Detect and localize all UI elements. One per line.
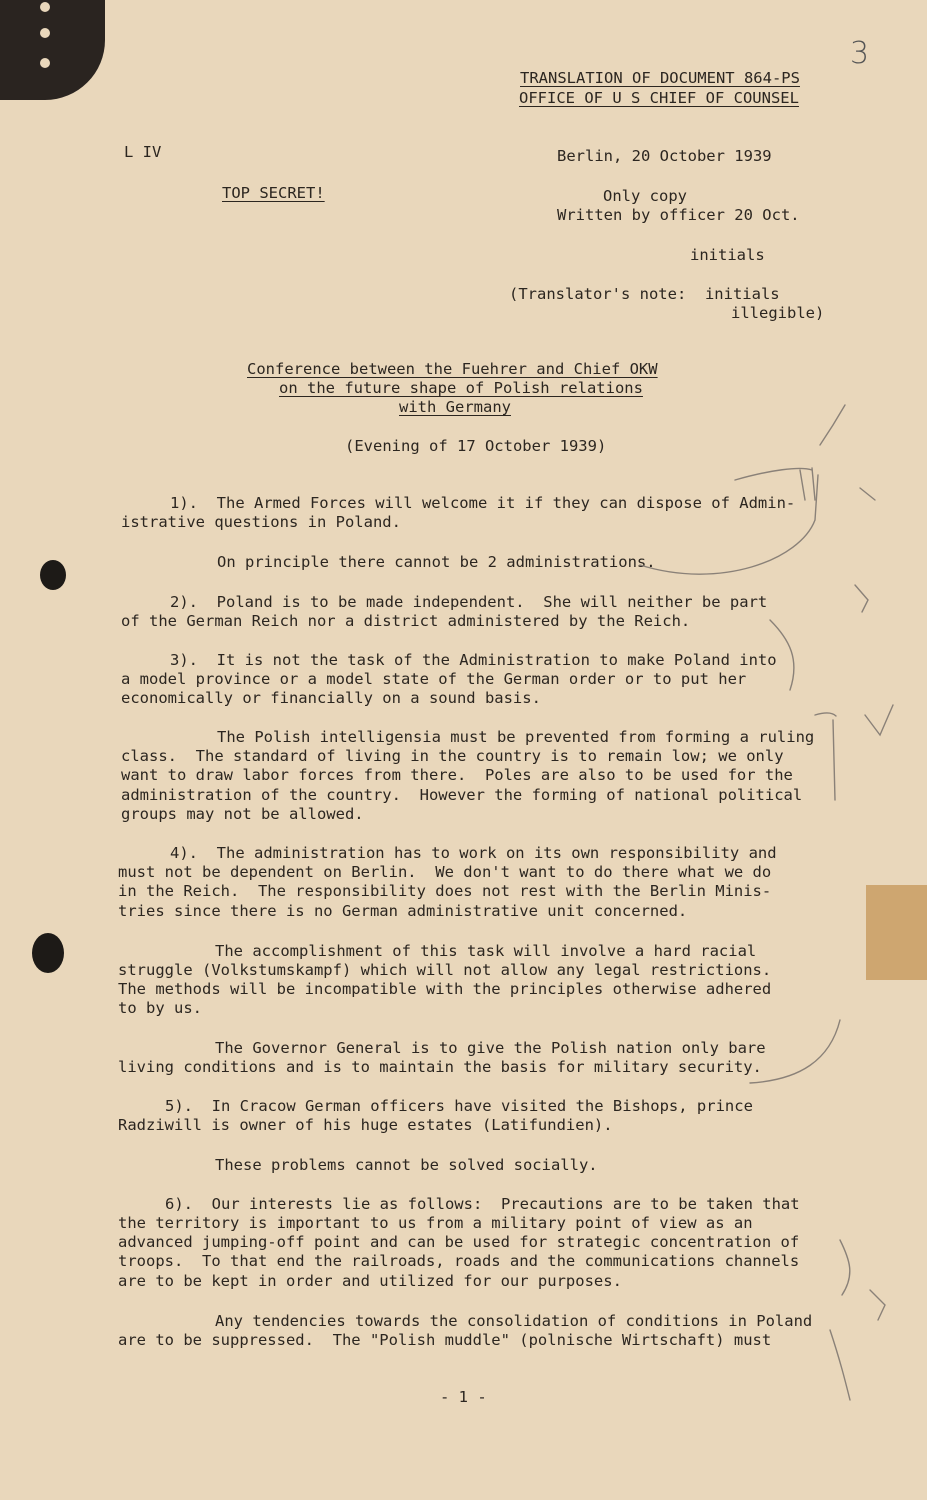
margin-bracket-mark <box>833 720 835 800</box>
body-line: are to be kept in order and utilized for our purposes. <box>118 1272 622 1290</box>
body-line: troops. To that end the railroads, roads and the communications channels <box>118 1252 800 1270</box>
body-line: administration of the country. However the forming of national political <box>121 786 803 804</box>
body-line: living conditions and is to maintain the basis for military security. <box>118 1058 762 1076</box>
body-line: tries since there is no German administrative unit concerned. <box>118 902 688 920</box>
margin-check-mark <box>820 405 845 445</box>
body-line: must not be dependent on Berlin. We don't want to do there what we do <box>118 863 772 881</box>
body-line: Any tendencies towards the consolidation of conditions in Poland <box>215 1312 813 1330</box>
margin-bracket-mark <box>640 475 818 574</box>
body-line: a model province or a model state of the German order or to put her <box>121 670 747 688</box>
initials: initials <box>690 246 765 264</box>
title-line-2: on the future shape of Polish relations <box>279 379 643 397</box>
title-line-3: with Germany <box>399 398 511 416</box>
body-line: These problems cannot be solved socially. <box>215 1156 598 1174</box>
place-date: Berlin, 20 October 1939 <box>557 147 772 165</box>
margin-stroke-mark <box>815 713 836 716</box>
footer-page-number: - 1 - <box>440 1388 487 1406</box>
document-ref: L IV <box>124 143 162 161</box>
body-line: 1). The Armed Forces will welcome it if they can dispose of Admin- <box>170 494 796 512</box>
margin-check-mark <box>855 585 868 612</box>
body-line: The methods will be incompatible with the principles otherwise adhered <box>118 980 772 998</box>
body-line: The Governor General is to give the Polish nation only bare <box>215 1039 766 1057</box>
body-line: class. The standard of living in the country is to remain low; we only <box>121 747 784 765</box>
margin-bracket-mark <box>830 1330 850 1400</box>
margin-check-mark <box>865 705 893 735</box>
margin-bracket-mark <box>770 620 794 690</box>
body-line: groups may not be allowed. <box>121 805 364 823</box>
body-line: istrative questions in Poland. <box>121 513 401 531</box>
body-line: 3). It is not the task of the Administration to make Poland into <box>170 651 777 669</box>
body-line: want to draw labor forces from there. Poles are also to be used for the <box>121 766 793 784</box>
body-line: Radziwill is owner of his huge estates (Latifundien). <box>118 1116 613 1134</box>
margin-bracket-mark <box>840 1240 850 1295</box>
body-line: are to be suppressed. The "Polish muddle" (polnische Wirtschaft) must <box>118 1331 772 1349</box>
body-line: 5). In Cracow German officers have visited the Bishops, prince <box>165 1097 753 1115</box>
classification: TOP SECRET! <box>222 184 325 202</box>
body-line: On principle there cannot be 2 administrations. <box>217 553 656 571</box>
translator-note: (Translator's note: initials <box>509 285 780 303</box>
body-line: economically or financially on a sound basis. <box>121 689 541 707</box>
title-line-1: Conference between the Fuehrer and Chief OKW <box>247 360 658 378</box>
header-line-2: OFFICE OF U S CHIEF OF COUNSEL <box>519 89 799 107</box>
body-line: the territory is important to us from a military point of view as an <box>118 1214 753 1232</box>
margin-bracket-mark <box>750 1020 840 1083</box>
translator-note-cont: illegible) <box>731 304 825 322</box>
body-line: 2). Poland is to be made independent. She will neither be part <box>170 593 768 611</box>
margin-check-mark <box>800 468 815 500</box>
body-line: 6). Our interests lie as follows: Precautions are to be taken that <box>165 1195 800 1213</box>
written-by: Written by officer 20 Oct. <box>557 206 800 224</box>
body-line: struggle (Volkstumskampf) which will not allow any legal restrictions. <box>118 961 772 979</box>
body-line: The Polish intelligensia must be prevented from forming a ruling <box>217 728 815 746</box>
body-line: advanced jumping-off point and can be used for strategic concentration of <box>118 1233 800 1251</box>
header-line-1: TRANSLATION OF DOCUMENT 864-PS <box>520 69 800 87</box>
subtitle: (Evening of 17 October 1939) <box>345 437 607 455</box>
margin-stroke-mark <box>860 488 875 500</box>
body-line: to by us. <box>118 999 202 1017</box>
copy-note: Only copy <box>603 187 687 205</box>
handwritten-page-number: 3 <box>850 36 870 71</box>
body-line: The accomplishment of this task will involve a hard racial <box>215 942 757 960</box>
body-line: 4). The administration has to work on its own responsibility and <box>170 844 777 862</box>
body-line: of the German Reich nor a district administered by the Reich. <box>121 612 691 630</box>
margin-check-mark <box>870 1290 885 1320</box>
body-line: in the Reich. The responsibility does not rest with the Berlin Minis- <box>118 882 772 900</box>
